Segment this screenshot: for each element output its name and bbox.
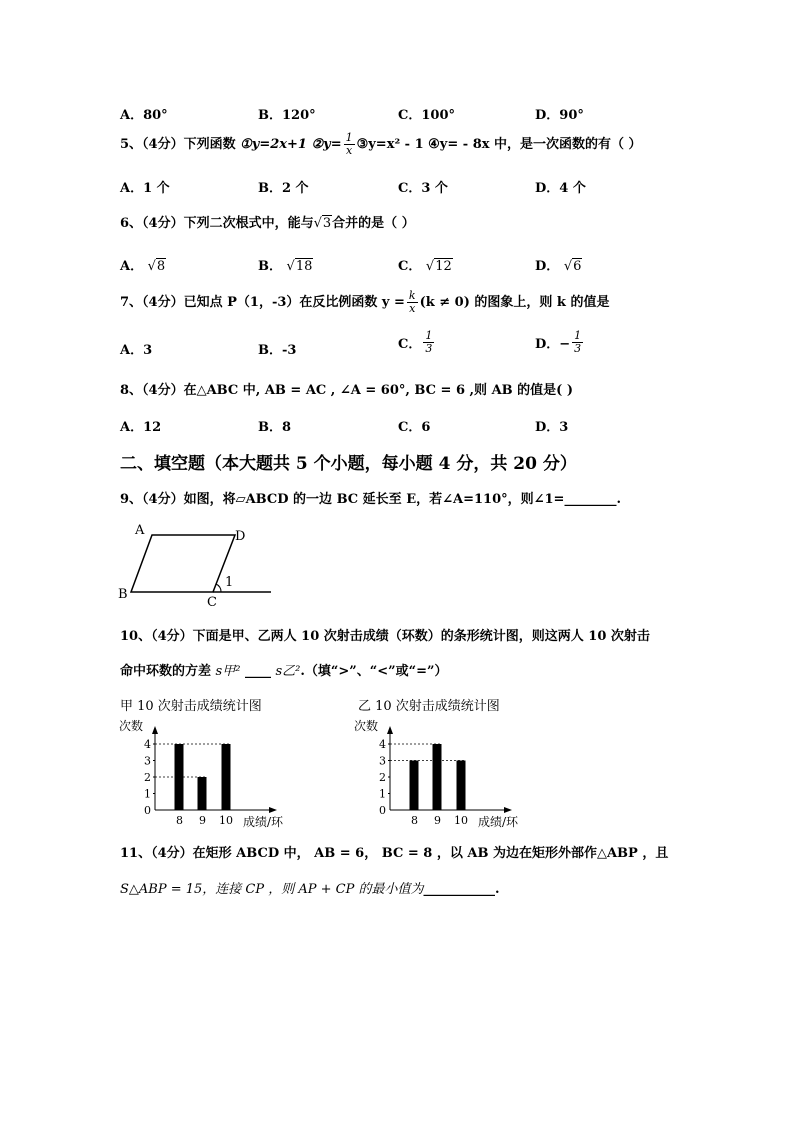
q8-option-a: A．12 <box>120 420 162 435</box>
q7-option-d-label: D．− <box>535 337 571 352</box>
q6-option-a-label: A． <box>120 259 144 274</box>
q10-variance-jia: s甲² <box>215 664 241 679</box>
chart-jia <box>115 716 295 831</box>
q7-option-d <box>535 330 585 355</box>
q6-option-a: A． √8 <box>120 259 166 274</box>
section-2-heading: 二、填空题（本大题共 5 个小题，每小题 4 分，共 20 分） <box>120 454 577 474</box>
yi-xtick-8: 8 <box>411 814 418 827</box>
q7-option-c-den: 3 <box>425 342 433 355</box>
q7-fraction <box>407 290 418 315</box>
q4-option-a: A．80° <box>120 108 168 123</box>
q6-option-b-label: B． <box>258 259 282 274</box>
q10-variance-yi: s乙² <box>275 664 301 679</box>
q8-option-d: D．3 <box>535 420 569 435</box>
q4-option-d: D．90° <box>535 108 584 123</box>
jia-bar-10 <box>222 744 231 810</box>
q5-fraction <box>344 132 355 157</box>
q7-option-d-num: 1 <box>574 329 582 342</box>
jia-ytick-2: 2 <box>144 771 151 784</box>
yi-y-arrow <box>387 726 393 734</box>
q6-suffix: 合并的是（ ） <box>332 216 415 231</box>
question-11-line1: 11、（4分）在矩形 ABCD 中， AB = 6， BC = 8 ，以 AB 为边在矩形外部作△ABP ，且 <box>120 846 669 861</box>
q6-option-a-value: 8 <box>156 259 166 274</box>
jia-y-arrow <box>152 726 158 734</box>
q10-line2-prefix: 命中环数的方差 <box>120 664 212 679</box>
jia-x-arrow <box>269 807 277 813</box>
chart-title-jia: 甲 10 次射击成绩统计图 <box>120 699 262 714</box>
q5-fraction-num: 1 <box>345 131 353 144</box>
yi-ytick-2: 2 <box>379 771 386 784</box>
jia-ytick-4: 4 <box>144 738 151 751</box>
jia-xtick-8: 8 <box>176 814 183 827</box>
q5-option-b: B．2 个 <box>258 181 309 196</box>
q11-line2-suffix: . <box>495 882 500 897</box>
q11-answer-blank: ___________ <box>423 882 496 897</box>
q6-option-b-value: 18 <box>295 259 313 274</box>
q5-option-a: A．1 个 <box>120 181 170 196</box>
jia-bar-9 <box>198 777 207 810</box>
q6-option-c-label: C． <box>398 259 422 274</box>
label-angle-1: 1 <box>225 575 234 590</box>
jia-ylabel: 次数 <box>119 719 144 733</box>
q8-option-b: B．8 <box>258 420 292 435</box>
q7-option-b: B．-3 <box>258 343 297 358</box>
q9-parallelogram-figure <box>115 518 280 610</box>
q7-option-a: A．3 <box>120 343 153 358</box>
q6-radical: √3 <box>313 216 332 231</box>
q5-prefix: 5、（4分）下列函数 <box>120 137 241 152</box>
question-11-line2 <box>120 878 500 897</box>
label-C: C <box>207 595 217 610</box>
yi-bar-8 <box>410 761 419 811</box>
q6-option-b: B． √18 <box>258 259 313 274</box>
question-10-line2 <box>120 660 447 679</box>
jia-ytick-3: 3 <box>144 754 151 768</box>
q7-suffix: (k ≠ 0) 的图象上，则 k 的值是 <box>419 295 610 310</box>
q6-option-d-value: 6 <box>573 259 582 274</box>
parallelogram-shape <box>131 535 235 592</box>
q7-fraction-num: k <box>408 289 416 302</box>
q6-option-d: D． √6 <box>535 259 582 274</box>
q4-option-b: B．120° <box>258 108 316 123</box>
q7-prefix: 7、（4分）已知点 P（1，-3）在反比例函数 y = <box>120 295 405 310</box>
jia-xtick-10: 10 <box>219 814 233 827</box>
q8-option-c: C．6 <box>398 420 431 435</box>
q6-radicand: 3 <box>322 216 332 231</box>
label-B: B <box>118 587 128 602</box>
yi-ytick-4: 4 <box>379 738 386 751</box>
yi-bar-10 <box>457 761 466 811</box>
question-10-line1: 10、（4分）下面是甲、乙两人 10 次射击成绩（环数）的条形统计图，则这两人 10 次射击 <box>120 629 650 644</box>
yi-xtick-9: 9 <box>434 814 441 827</box>
question-7 <box>120 290 609 315</box>
q7-option-c-num: 1 <box>425 329 433 342</box>
q5-function-1: ①y=2x+1 ②y= <box>240 137 342 152</box>
q6-option-c-value: 12 <box>435 259 452 274</box>
q5-function-rest: ③y=x² - 1 ④y= - 8x 中，是一次函数的有（ ） <box>356 137 642 152</box>
q7-option-c-label: C． <box>398 337 422 352</box>
q7-fraction-den: x <box>409 302 416 315</box>
q10-line2-suffix: .（填“>”、“<”或“=”） <box>300 664 448 679</box>
question-8: 8、（4分）在△ABC 中, AB = AC , ∠A = 60°, BC = 6 ,则 AB 的值是( ) <box>120 383 573 398</box>
jia-ytick-0: 0 <box>144 804 151 817</box>
yi-xtick-10: 10 <box>454 814 468 827</box>
yi-ytick-0: 0 <box>379 804 386 817</box>
yi-ytick-1: 1 <box>379 787 386 801</box>
yi-ytick-3: 3 <box>379 754 386 768</box>
yi-x-arrow <box>504 807 512 813</box>
q4-option-c: C．100° <box>398 108 455 123</box>
jia-xtick-9: 9 <box>199 814 206 827</box>
question-5 <box>120 132 642 157</box>
yi-bar-9 <box>433 744 442 810</box>
question-9: 9、（4分）如图，将▱ABCD 的一边 BC 延长至 E，若∠A=110°，则∠1=________. <box>120 492 621 507</box>
yi-ylabel: 次数 <box>354 719 379 733</box>
chart-yi <box>350 716 530 831</box>
q6-prefix: 6、（4分）下列二次根式中，能与 <box>120 216 314 231</box>
jia-ytick-1: 1 <box>144 787 151 801</box>
q5-option-c: C．3 个 <box>398 181 448 196</box>
q10-answer-blank: ____ <box>244 664 271 679</box>
label-A: A <box>135 523 145 538</box>
q5-option-d: D．4 个 <box>535 181 586 196</box>
q5-fraction-den: x <box>345 144 353 157</box>
yi-xlabel: 成绩/环 <box>478 815 519 829</box>
q7-option-d-den: 3 <box>574 342 582 355</box>
q6-option-c: C． √12 <box>398 259 452 274</box>
jia-xlabel: 成绩/环 <box>243 815 284 829</box>
q11-line2-prefix: S△ABP = 15，连接 CP ，则 AP + CP 的最小值为 <box>120 882 424 897</box>
question-6 <box>120 212 415 231</box>
q6-option-d-label: D． <box>535 259 560 274</box>
angle-1-arc <box>216 584 221 592</box>
chart-title-yi: 乙 10 次射击成绩统计图 <box>358 699 500 714</box>
q7-option-c <box>398 330 436 355</box>
label-D: D <box>235 529 246 544</box>
